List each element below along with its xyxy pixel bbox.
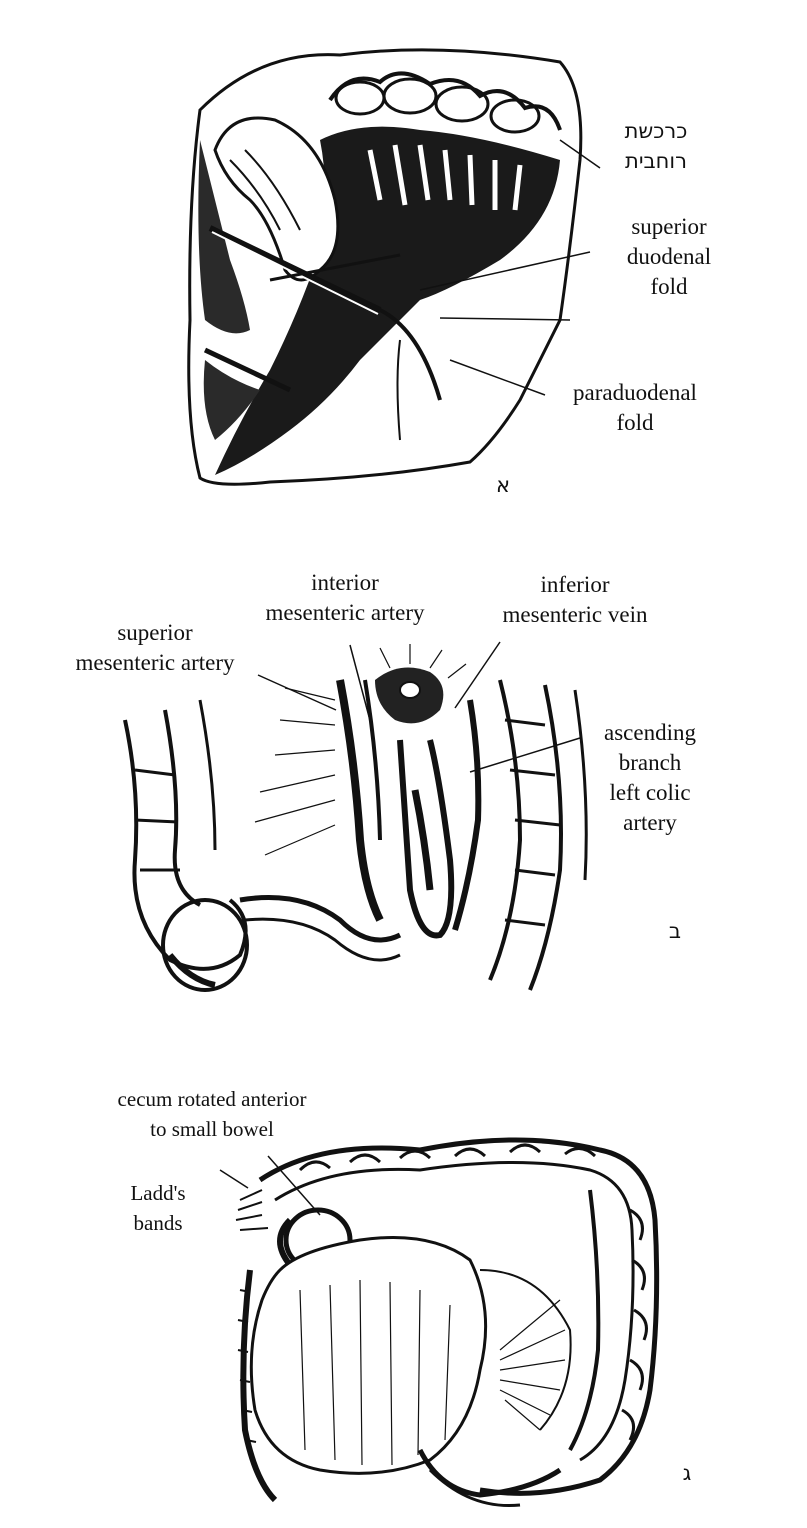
label-inferior-mesenteric-vein: [470, 570, 680, 630]
ascending-line-1: ascending: [604, 720, 696, 745]
leader-superior-mesenteric: [258, 675, 336, 710]
cecum-line-2: to small bowel: [150, 1117, 274, 1141]
cecum-line-1: cecum rotated anterior: [117, 1087, 307, 1111]
hebrew-line-2: רוחבית: [625, 149, 687, 173]
label-paraduodenal-fold: [545, 378, 725, 438]
panel-a: [0, 0, 807, 500]
label-ascending-branch-left-colic-artery: [580, 718, 720, 838]
label-superior-mesenteric-artery: [40, 618, 270, 678]
panel-b-letter: ב: [668, 919, 682, 943]
leader-inferior-vein: [455, 642, 500, 708]
label-transverse-colon-hebrew: [606, 116, 706, 176]
inferior-vein-line-2: mesenteric vein: [502, 602, 648, 627]
panel-b: [0, 560, 807, 1010]
superior-duodenal-line-3: fold: [650, 274, 688, 299]
panel-a-letter: א: [495, 473, 511, 497]
inferior-vein-line-1: inferior: [540, 572, 610, 597]
superior-duodenal-line-2: duodenal: [626, 244, 712, 269]
leader-superior-duodenal-2: [440, 318, 570, 320]
panel-c: [0, 1070, 807, 1520]
interior-mesenteric-line-1: interior: [311, 570, 379, 595]
label-cecum-rotated: [72, 1084, 352, 1144]
ascending-line-4: artery: [623, 810, 677, 835]
superior-mesenteric-line-2: mesenteric artery: [75, 650, 235, 675]
interior-mesenteric-line-2: mesenteric artery: [265, 600, 425, 625]
leader-ladds: [220, 1170, 248, 1188]
paraduodenal-line-1: paraduodenal: [573, 380, 697, 405]
leader-interior-mesenteric: [350, 645, 372, 728]
leader-ascending-branch: [470, 738, 580, 772]
superior-mesenteric-line-1: superior: [117, 620, 193, 645]
label-ladds-bands: [108, 1178, 208, 1238]
paraduodenal-line-2: fold: [616, 410, 654, 435]
ladds-line-2: bands: [133, 1211, 183, 1235]
label-superior-duodenal-fold: [594, 212, 744, 302]
ascending-line-3: left colic: [609, 780, 691, 805]
ascending-line-2: branch: [618, 750, 682, 775]
panel-c-letter: ג: [682, 1461, 692, 1485]
hebrew-line-1: כרכשת: [624, 119, 688, 143]
superior-duodenal-line-1: superior: [631, 214, 707, 239]
ladds-line-1: Ladd's: [130, 1181, 186, 1205]
